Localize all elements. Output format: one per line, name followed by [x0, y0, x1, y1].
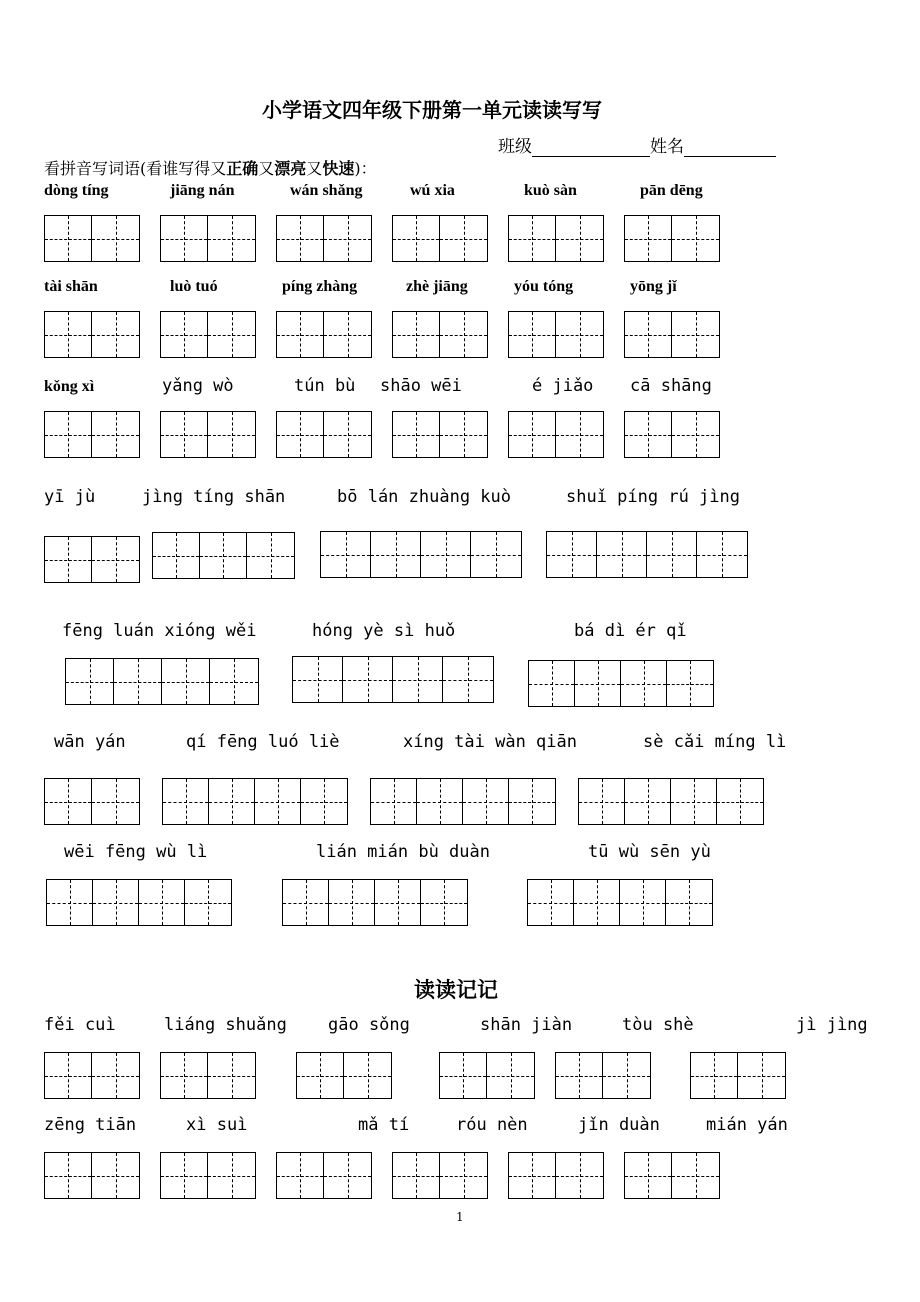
char-cell[interactable] — [66, 659, 114, 704]
char-grid[interactable] — [276, 311, 372, 358]
char-cell[interactable] — [92, 216, 139, 261]
word-pinyin: liáng shuǎng — [164, 1015, 287, 1035]
char-cell[interactable] — [45, 779, 92, 824]
char-grid[interactable] — [527, 879, 713, 926]
char-cell[interactable] — [161, 1153, 208, 1198]
char-cell[interactable] — [92, 1153, 139, 1198]
char-cell[interactable] — [509, 312, 556, 357]
char-cell[interactable] — [293, 657, 343, 702]
char-cell[interactable] — [556, 312, 603, 357]
char-cell[interactable] — [45, 312, 92, 357]
char-grid[interactable] — [276, 1152, 372, 1199]
char-grid[interactable] — [160, 311, 256, 358]
char-cell[interactable] — [691, 1053, 738, 1098]
char-cell[interactable] — [185, 880, 231, 925]
word-pinyin: shān jiàn — [480, 1015, 573, 1035]
char-grid[interactable] — [44, 411, 140, 458]
char-grid[interactable] — [44, 536, 140, 583]
char-cell[interactable] — [647, 532, 697, 577]
char-grid[interactable] — [160, 1152, 256, 1199]
char-cell[interactable] — [45, 1053, 92, 1098]
char-cell[interactable] — [139, 880, 185, 925]
char-cell[interactable] — [556, 1153, 603, 1198]
page-title: 小学语文四年级下册第一单元读读写写 — [262, 98, 602, 122]
char-cell[interactable] — [671, 779, 717, 824]
word-pinyin: wú xia — [410, 182, 455, 199]
name-blank[interactable] — [684, 138, 776, 157]
char-cell[interactable] — [463, 779, 509, 824]
char-grid[interactable] — [292, 656, 494, 703]
char-grid[interactable] — [624, 1152, 720, 1199]
word-pinyin: yī jù — [44, 487, 96, 507]
char-cell[interactable] — [440, 216, 487, 261]
word-pinyin: mián yán — [706, 1115, 788, 1135]
char-cell[interactable] — [208, 312, 255, 357]
char-cell[interactable] — [153, 533, 200, 578]
char-cell[interactable] — [247, 533, 294, 578]
char-cell[interactable] — [672, 312, 719, 357]
word-pinyin: qí fēng luó liè — [186, 732, 340, 752]
char-grid[interactable] — [578, 778, 764, 825]
char-cell[interactable] — [45, 1153, 92, 1198]
char-cell[interactable] — [93, 880, 139, 925]
char-cell[interactable] — [371, 779, 417, 824]
char-cell[interactable] — [209, 779, 255, 824]
char-grid[interactable] — [392, 311, 488, 358]
word-pinyin: jǐn duàn — [578, 1115, 660, 1135]
char-cell[interactable] — [324, 216, 371, 261]
char-cell[interactable] — [45, 216, 92, 261]
char-cell[interactable] — [603, 1053, 650, 1098]
word-pinyin: bō lán zhuàng kuò — [337, 487, 511, 507]
char-cell[interactable] — [45, 537, 92, 582]
char-grid[interactable] — [282, 879, 468, 926]
char-cell[interactable] — [208, 1153, 255, 1198]
char-grid[interactable] — [690, 1052, 786, 1099]
word-pinyin: kǒng xì — [44, 378, 95, 395]
char-cell[interactable] — [393, 412, 440, 457]
char-grid[interactable] — [508, 311, 604, 358]
char-cell[interactable] — [393, 216, 440, 261]
char-cell[interactable] — [672, 1153, 719, 1198]
char-cell[interactable] — [509, 216, 556, 261]
char-cell[interactable] — [625, 1153, 672, 1198]
char-cell[interactable] — [575, 661, 621, 706]
char-grid[interactable] — [65, 658, 259, 705]
char-grid[interactable] — [160, 215, 256, 262]
char-grid[interactable] — [370, 778, 556, 825]
char-cell[interactable] — [487, 1053, 534, 1098]
char-cell[interactable] — [92, 412, 139, 457]
char-grid[interactable] — [555, 1052, 651, 1099]
char-cell[interactable] — [621, 661, 667, 706]
char-cell[interactable] — [528, 880, 574, 925]
char-cell[interactable] — [556, 1053, 603, 1098]
word-pinyin: zēng tiān — [44, 1115, 137, 1135]
char-cell[interactable] — [509, 779, 555, 824]
char-cell[interactable] — [162, 659, 210, 704]
word-pinyin: tài shān — [44, 278, 98, 295]
char-grid[interactable] — [624, 411, 720, 458]
char-cell[interactable] — [666, 880, 712, 925]
char-cell[interactable] — [161, 412, 208, 457]
char-cell[interactable] — [321, 532, 371, 577]
word-pinyin: sè cǎi míng lì — [643, 732, 787, 752]
char-cell[interactable] — [547, 532, 597, 577]
char-grid[interactable] — [152, 532, 295, 579]
char-cell[interactable] — [208, 216, 255, 261]
section-title: 读读记记 — [414, 977, 498, 1002]
char-cell[interactable] — [210, 659, 258, 704]
char-cell[interactable] — [45, 412, 92, 457]
char-cell[interactable] — [92, 312, 139, 357]
name-label: 姓名 — [650, 137, 684, 157]
char-cell[interactable] — [579, 779, 625, 824]
char-grid[interactable] — [276, 215, 372, 262]
word-pinyin: wán shǎng — [290, 182, 363, 199]
char-grid[interactable] — [439, 1052, 535, 1099]
char-cell[interactable] — [440, 1053, 487, 1098]
word-pinyin: jiāng nán — [170, 182, 235, 199]
char-cell[interactable] — [161, 312, 208, 357]
word-pinyin: é jiǎo — [532, 376, 594, 396]
char-grid[interactable] — [508, 1152, 604, 1199]
char-cell[interactable] — [421, 532, 471, 577]
char-cell[interactable] — [277, 216, 324, 261]
class-blank[interactable] — [532, 138, 650, 157]
char-cell[interactable] — [393, 312, 440, 357]
word-pinyin: luò tuó — [170, 278, 218, 295]
char-grid[interactable] — [44, 215, 140, 262]
char-cell[interactable] — [597, 532, 647, 577]
class-label: 班级 — [498, 137, 532, 157]
char-cell[interactable] — [114, 659, 162, 704]
char-cell[interactable] — [529, 661, 575, 706]
word-pinyin: yǎng wò — [162, 376, 234, 396]
char-cell[interactable] — [161, 1053, 208, 1098]
char-cell[interactable] — [509, 412, 556, 457]
char-cell[interactable] — [283, 880, 329, 925]
char-cell[interactable] — [324, 1153, 371, 1198]
char-cell[interactable] — [161, 216, 208, 261]
char-grid[interactable] — [392, 411, 488, 458]
word-pinyin: jìng tíng shān — [142, 487, 286, 507]
char-cell[interactable] — [625, 216, 672, 261]
char-cell[interactable] — [556, 412, 603, 457]
char-cell[interactable] — [301, 779, 347, 824]
char-cell[interactable] — [440, 312, 487, 357]
char-cell[interactable] — [47, 880, 93, 925]
char-cell[interactable] — [556, 216, 603, 261]
word-pinyin: shuǐ píng rú jìng — [566, 487, 740, 507]
char-cell[interactable] — [344, 1053, 391, 1098]
char-cell[interactable] — [417, 779, 463, 824]
word-pinyin: yóu tóng — [514, 278, 574, 295]
char-cell[interactable] — [208, 1053, 255, 1098]
word-pinyin: tún bù — [294, 376, 356, 396]
char-cell[interactable] — [375, 880, 421, 925]
char-grid[interactable] — [44, 778, 140, 825]
char-grid[interactable] — [44, 1052, 140, 1099]
char-grid[interactable] — [160, 1052, 256, 1099]
char-grid[interactable] — [46, 879, 232, 926]
char-cell[interactable] — [738, 1053, 785, 1098]
char-cell[interactable] — [329, 880, 375, 925]
char-cell[interactable] — [509, 1153, 556, 1198]
word-pinyin: dòng tíng — [44, 182, 109, 199]
char-grid[interactable] — [296, 1052, 392, 1099]
char-grid[interactable] — [276, 411, 372, 458]
char-cell[interactable] — [421, 880, 467, 925]
char-grid[interactable] — [508, 411, 604, 458]
char-cell[interactable] — [297, 1053, 344, 1098]
char-cell[interactable] — [92, 537, 139, 582]
char-cell[interactable] — [625, 412, 672, 457]
word-pinyin: fēng luán xióng wěi — [62, 621, 257, 641]
word-pinyin: cā shāng — [630, 376, 712, 396]
char-cell[interactable] — [371, 532, 421, 577]
char-cell[interactable] — [440, 412, 487, 457]
char-cell[interactable] — [393, 1153, 440, 1198]
word-pinyin: mǎ tí — [358, 1115, 410, 1135]
student-info — [498, 132, 776, 157]
char-cell[interactable] — [717, 779, 763, 824]
word-pinyin: fěi cuì — [44, 1015, 116, 1035]
word-pinyin: kuò sàn — [524, 182, 577, 199]
char-cell[interactable] — [208, 412, 255, 457]
word-pinyin: wān yán — [54, 732, 126, 752]
char-cell[interactable] — [625, 312, 672, 357]
char-grid[interactable] — [160, 411, 256, 458]
instruction: 看拼音写词语(看谁写得又正确又漂亮又快速)： — [44, 159, 377, 178]
word-pinyin: róu nèn — [456, 1115, 528, 1135]
char-cell[interactable] — [343, 657, 393, 702]
char-cell[interactable] — [92, 1053, 139, 1098]
word-pinyin: lián mián bù duàn — [316, 842, 490, 862]
char-cell[interactable] — [255, 779, 301, 824]
char-grid[interactable] — [320, 531, 522, 578]
char-cell[interactable] — [620, 880, 666, 925]
char-grid[interactable] — [624, 215, 720, 262]
char-cell[interactable] — [277, 312, 324, 357]
page-number: 1 — [456, 1210, 464, 1224]
word-pinyin: tū wù sēn yù — [588, 842, 711, 862]
word-pinyin: zhè jiāng — [406, 278, 468, 295]
char-cell[interactable] — [324, 312, 371, 357]
char-grid[interactable] — [624, 311, 720, 358]
char-cell[interactable] — [471, 532, 521, 577]
char-grid[interactable] — [546, 531, 748, 578]
char-cell[interactable] — [667, 661, 713, 706]
char-cell[interactable] — [697, 532, 747, 577]
char-grid[interactable] — [44, 311, 140, 358]
word-pinyin: hóng yè sì huǒ — [312, 621, 456, 641]
word-pinyin: yōng jǐ — [630, 278, 677, 295]
char-grid[interactable] — [162, 778, 348, 825]
word-pinyin: píng zhàng — [282, 278, 358, 295]
char-grid[interactable] — [392, 1152, 488, 1199]
word-pinyin: bá dì ér qǐ — [574, 621, 687, 641]
char-cell[interactable] — [672, 412, 719, 457]
word-pinyin: tòu shè — [622, 1015, 694, 1035]
char-cell[interactable] — [574, 880, 620, 925]
word-pinyin: shāo wēi — [380, 376, 462, 396]
char-cell[interactable] — [443, 657, 493, 702]
char-grid[interactable] — [392, 215, 488, 262]
char-cell[interactable] — [277, 1153, 324, 1198]
word-pinyin: wēi fēng wù lì — [64, 842, 208, 862]
word-pinyin: xì suì — [186, 1115, 248, 1135]
word-pinyin: pān dēng — [640, 182, 703, 199]
char-grid[interactable] — [508, 215, 604, 262]
char-cell[interactable] — [440, 1153, 487, 1198]
word-pinyin: xíng tài wàn qiān — [403, 732, 577, 752]
char-cell[interactable] — [277, 412, 324, 457]
char-cell[interactable] — [200, 533, 247, 578]
char-cell[interactable] — [163, 779, 209, 824]
char-cell[interactable] — [672, 216, 719, 261]
char-grid[interactable] — [528, 660, 714, 707]
word-pinyin: jì jìng — [796, 1015, 868, 1035]
word-pinyin: gāo sǒng — [328, 1015, 410, 1035]
char-cell[interactable] — [324, 412, 371, 457]
char-cell[interactable] — [393, 657, 443, 702]
char-grid[interactable] — [44, 1152, 140, 1199]
char-cell[interactable] — [625, 779, 671, 824]
char-cell[interactable] — [92, 779, 139, 824]
